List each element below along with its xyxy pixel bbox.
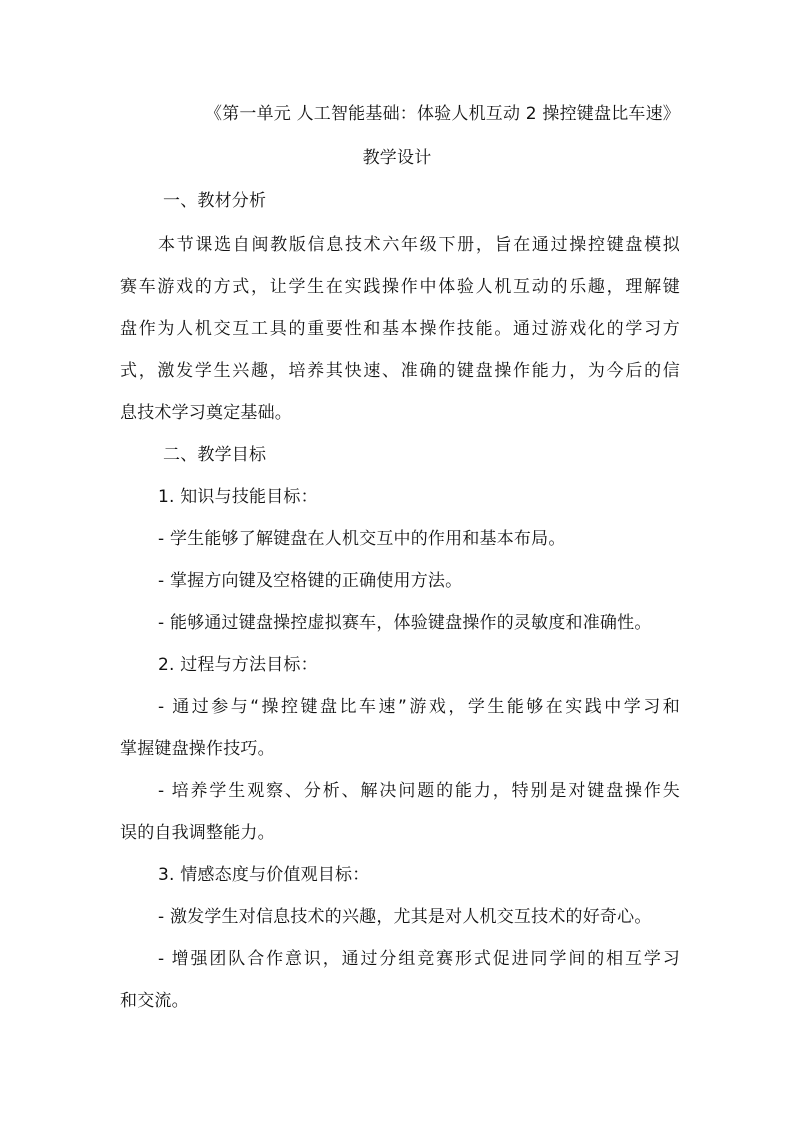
goal-item-continuation: 掌握键盘操作技巧。 [120,739,275,759]
goal-item: - 能够通过键盘操控虚拟赛车，体验键盘操作的灵敏度和准确性。 [158,613,652,633]
goal-item-continuation: 误的自我调整能力。 [120,823,275,843]
goal-item: - 通过参与“操控键盘比车速”游戏，学生能够在实践中学习和 [158,697,680,717]
document-title: 《第一单元 人工智能基础：体验人机互动 2 操控键盘比车速》 [204,104,680,124]
section-heading-textbook-analysis: 一、教材分析 [163,191,267,211]
paragraph-line: 式，激发学生兴趣，培养其快速、准确的键盘操作能力，为今后的信 [120,361,680,381]
goal-heading-emotion-values: 3. 情感态度与价值观目标： [158,865,370,885]
goal-heading-process-methods: 2. 过程与方法目标： [158,655,318,675]
goal-item: - 增强团队合作意识，通过分组竞赛形式促进同学间的相互学习 [158,949,680,969]
goal-heading-knowledge-skills: 1. 知识与技能目标： [158,487,318,507]
section-heading-teaching-goals: 二、教学目标 [163,445,267,465]
goal-item-continuation: 和交流。 [120,991,189,1011]
paragraph-line: 盘作为人机交互工具的重要性和基本操作技能。通过游戏化的学习方 [120,319,680,339]
goal-item: - 掌握方向键及空格键的正确使用方法。 [158,571,463,591]
paragraph-line: 赛车游戏的方式，让学生在实践操作中体验人机互动的乐趣，理解键 [120,277,680,297]
document-subtitle: 教学设计 [362,148,432,168]
goal-item: - 激发学生对信息技术的兴趣，尤其是对人机交互技术的好奇心。 [158,907,652,927]
goal-item: - 学生能够了解键盘在人机交互中的作用和基本布局。 [158,529,566,549]
paragraph-line: 息技术学习奠定基础。 [120,403,292,423]
goal-item: - 培养学生观察、分析、解决问题的能力，特别是对键盘操作失 [158,781,680,801]
paragraph-line: 本节课选自闽教版信息技术六年级下册，旨在通过操控键盘模拟 [158,235,680,255]
